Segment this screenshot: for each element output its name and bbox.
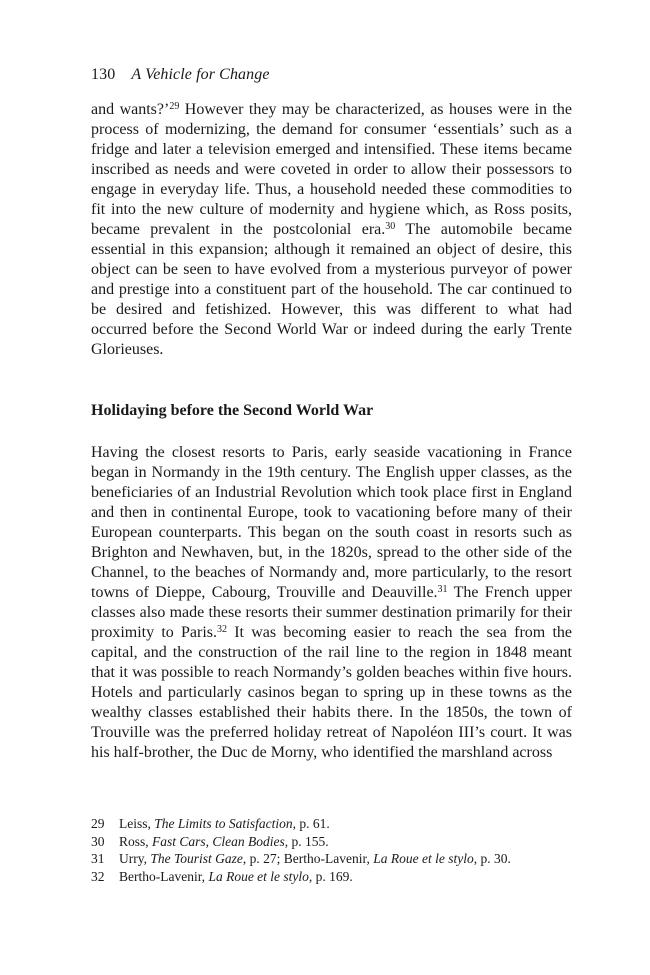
footnote-31	[91, 850, 591, 868]
footnote-ref-30[interactable]: 30	[385, 221, 396, 232]
text-run: The automobile became essential in this expansion; although it remained an object of desire, this object can be seen to have evolved from a mysterious purveyor of power and prestige into a constituent part of the household. The car continued to be desired and fetishized. However, this was different to what had occurred before the Second World War or indeed during the early Trente Glorieuses.	[91, 221, 573, 358]
text-run: However they may be characterized, as houses were in the process of modernizing, the demand for consumer ‘essentials’ such as a fridge and later a television emerged and intensified. These items became inscribed as needs and were coveted in order to allow their possessors to engage in everyday life. Thus, a household needed these commodities to fit into the new culture of modernity and hygiene which, as Ross posits, became prevalent in the postcolonial era.	[91, 101, 572, 238]
footnote-30	[91, 833, 591, 851]
footnote-text: Leiss,	[119, 816, 155, 831]
text-run: Having the closest resorts to Paris, early seaside vacationing in France began in Normandy in the 19th century. The English upper classes, as the beneficiaries of an Industrial Revolution which took place first in England and then in continental Europe, took to vacationing before many of their European counterparts. This began on the south coast in resorts such as Brighton and Newhaven, but, in the 1820s, spread to the other side of the Channel, to the beaches of Normandy and, more particularly, to the resort towns of Dieppe, Cabourg, Trouville and Deauville.	[91, 444, 572, 601]
footnote-text: , p. 61.	[292, 816, 330, 831]
cited-title: La Roue et le stylo	[208, 868, 309, 884]
body-paragraph-1	[91, 100, 572, 360]
footnote-ref-29[interactable]: 29	[169, 101, 180, 112]
footnote-text: , p. 27; Bertho-Lavenir,	[242, 851, 374, 866]
footnote-29	[91, 815, 591, 833]
text-run: It was becoming easier to reach the sea from the capital, and the construction of the rail line to the region in 1848 meant that it was possible to reach Normandy’s golden beaches within five hours. Hotels and particularly casinos began to spring up in these towns as the wealthy classes established their habits there. In the 1850s, the town of Trouville was the preferred holiday retreat of Napoléon III’s court. It was his half-brother, the Duc de Morny, who identified the marshland across	[91, 624, 572, 761]
footnote-text: Urry,	[119, 851, 151, 866]
footnote-text: Bertho-Lavenir,	[119, 868, 209, 884]
text-run: The French upper classes also made these resorts their summer destination primarily for their proximity to Paris.	[91, 584, 572, 641]
page-number: 130	[91, 66, 116, 83]
footnote-number: 31	[91, 851, 105, 866]
running-header	[91, 66, 270, 84]
footnotes	[91, 815, 591, 885]
cited-title: Fast Cars, Clean Bodies	[152, 833, 285, 849]
cited-title: The Tourist Gaze	[150, 851, 243, 866]
footnote-number: 30	[91, 833, 105, 849]
cited-title: The Limits to Satisfaction	[154, 816, 293, 831]
cited-title: La Roue et le stylo	[373, 851, 474, 866]
footnote-ref-31[interactable]: 31	[437, 584, 448, 595]
section-heading: Holidaying before the Second World War	[91, 402, 374, 419]
footnote-number: 32	[91, 868, 105, 884]
footnote-32	[91, 868, 591, 886]
footnote-text: , p. 155.	[284, 833, 329, 849]
footnote-text: Ross,	[119, 833, 153, 849]
footnote-ref-32[interactable]: 32	[217, 624, 227, 635]
footnote-text: , p. 169.	[308, 868, 353, 884]
body-paragraph-2	[91, 443, 572, 763]
text-run: and wants?’	[91, 101, 170, 118]
footnote-text: , p. 30.	[473, 851, 511, 866]
footnote-number: 29	[91, 816, 105, 831]
running-title: A Vehicle for Change	[131, 66, 270, 83]
